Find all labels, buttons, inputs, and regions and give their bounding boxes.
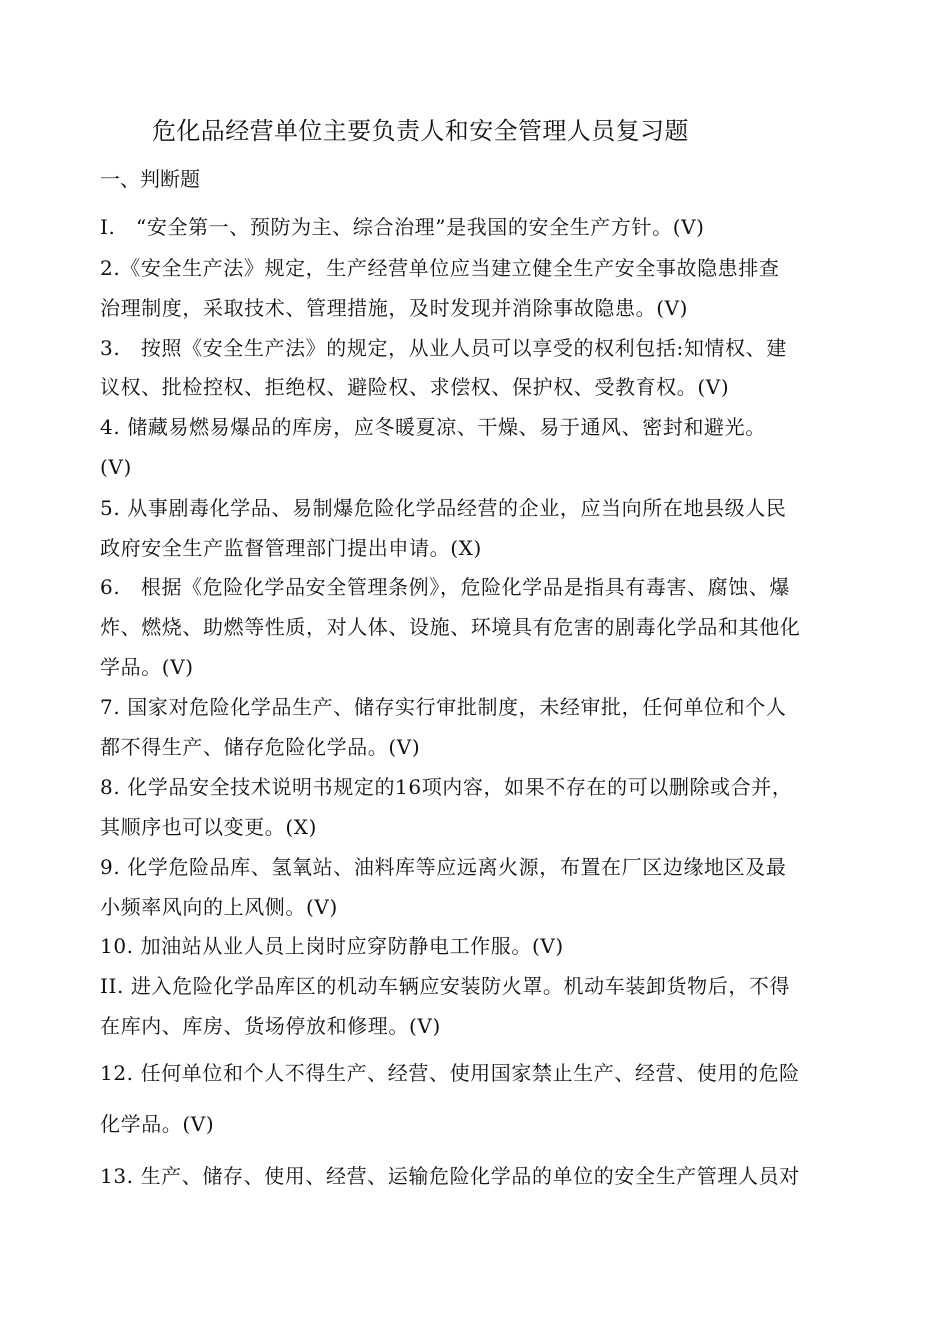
question-line: 学品。(V) — [100, 655, 194, 679]
question-line: 治理制度，采取技术、管理措施，及时发现并消除事故隐患。(V) — [100, 296, 689, 320]
question-line: 12. 任何单位和个人不得生产、经营、使用国家禁止生产、经营、使用的危险 — [100, 1061, 800, 1085]
question-line: 7. 国家对危险化学品生产、储存实行审批制度，未经审批，任何单位和个人 — [100, 695, 787, 719]
question-line: 5. 从事剧毒化学品、易制爆危险化学品经营的企业，应当向所在地县级人民 — [100, 496, 787, 520]
question-line: 其顺序也可以变更。(X) — [100, 815, 318, 839]
question-line: 6. 根据《危险化学品安全管理条例》，危险化学品是指具有毒害、腐蚀、爆 — [100, 575, 791, 599]
document-title: 危化品经营单位主要负责人和安全管理人员复习题 — [152, 117, 689, 145]
question-line: 4. 储藏易燃易爆品的库房，应冬暖夏凉、干燥、易于通风、密封和避光。 — [100, 415, 766, 439]
question-line: 10. 加油站从业人员上岗时应穿防静电工作服。(V) — [100, 934, 564, 958]
question-line: 炸、燃烧、助燃等性质，对人体、设施、环境具有危害的剧毒化学品和其他化 — [100, 615, 801, 639]
question-line: (V) — [100, 455, 132, 479]
question-line: 化学品。(V) — [100, 1112, 215, 1136]
question-line: 13. 生产、储存、使用、经营、运输危险化学品的单位的安全生产管理人员对 — [100, 1164, 800, 1188]
question-line: 9. 化学危险品库、氢氧站、油料库等应远离火源，布置在厂区边缘地区及最 — [100, 855, 787, 879]
question-line: I. “安全第一、预防为主、综合治理”是我国的安全生产方针。(V) — [100, 215, 705, 239]
question-line: 小频率风向的上风侧。(V) — [100, 895, 338, 919]
question-line: 3. 按照《安全生产法》的规定，从业人员可以享受的权利包括:知情权、建 — [100, 336, 787, 360]
question-line: 在库内、库房、货场停放和修理。(V) — [100, 1014, 441, 1038]
question-line: 2.《安全生产法》规定，生产经营单位应当建立健全生产安全事故隐患排查 — [100, 256, 780, 280]
question-line: 都不得生产、储存危险化学品。(V) — [100, 735, 421, 759]
section-heading: 一、判断题 — [100, 167, 200, 191]
question-line: 8. 化学品安全技术说明书规定的16项内容，如果不存在的可以删除或合并， — [100, 775, 793, 799]
question-line: II. 进入危险化学品库区的机动车辆应安装防火罩。机动车装卸货物后，不得 — [100, 974, 791, 998]
question-line: 政府安全生产监督管理部门提出申请。(X) — [100, 536, 482, 560]
question-line: 议权、批检控权、拒绝权、避险权、求偿权、保护权、受教育权。(V) — [100, 375, 730, 399]
